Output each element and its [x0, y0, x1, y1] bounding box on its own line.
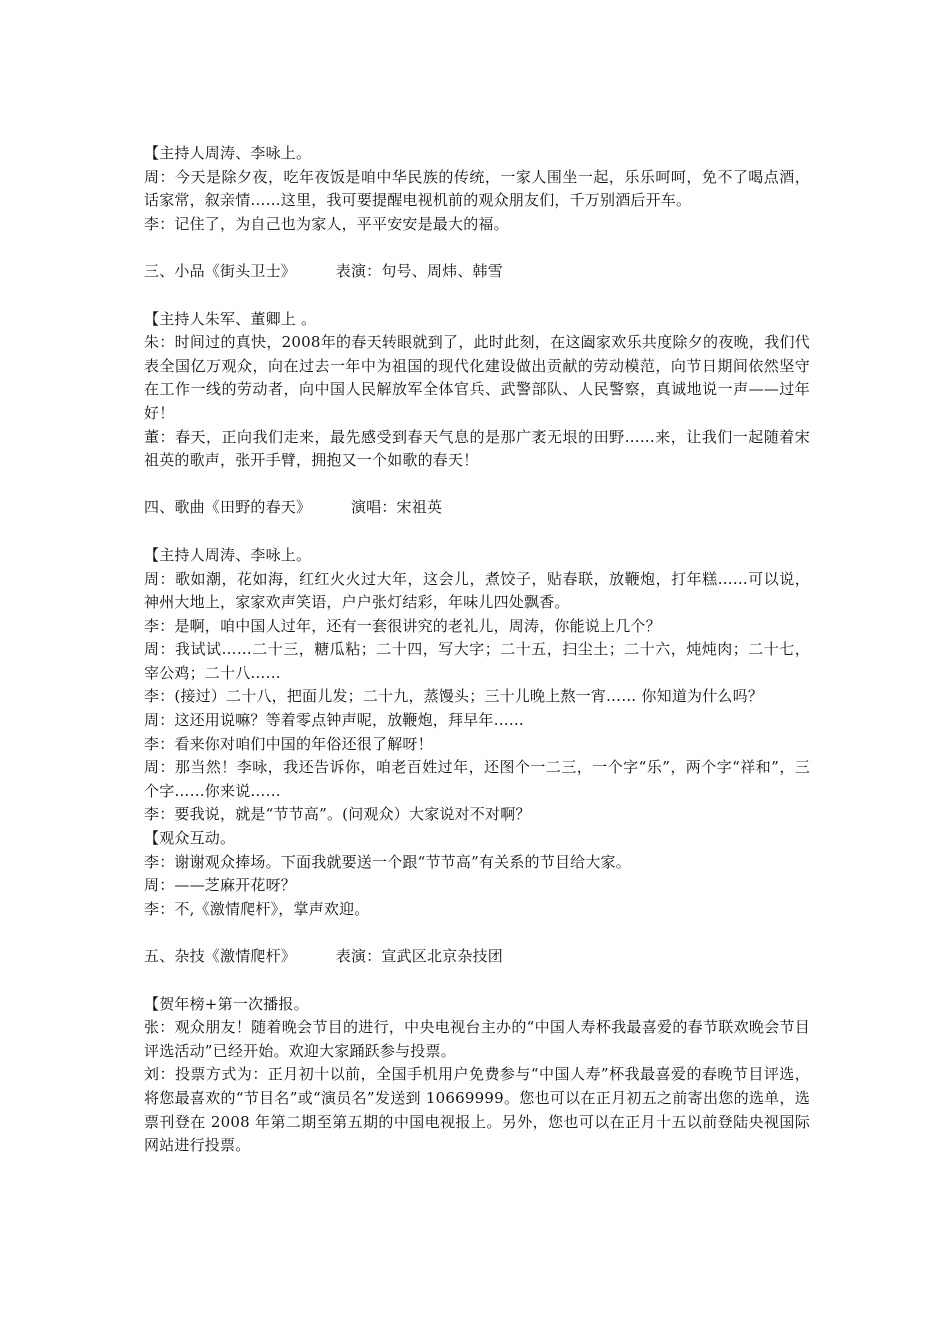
dialogue-line: 李：看来你对咱们中国的年俗还很了解呀！ [144, 734, 433, 753]
dialogue-line: 【主持人周涛、李咏上。 [144, 545, 312, 564]
dialogue-line: 周：——芝麻开花呀？ [144, 876, 297, 895]
program-title: 五、杂技《激情爬杆》 表演：宣武区北京杂技团 [144, 947, 503, 965]
dialogue-line: 【主持人朱军、董卿上 。 [144, 309, 317, 328]
program-title: 三、小品《街头卫士》 表演：句号、周炜、韩雪 [144, 261, 503, 280]
dialogue-line: 周：这还用说嘛？等着零点钟声呢，放鞭炮，拜早年…… [144, 711, 525, 730]
script-text-body [144, 142, 810, 1158]
dialogue-line: 李：是啊，咱中国人过年，还有一套很讲究的老礼儿，周涛，你能说上几个？ [144, 616, 661, 635]
dialogue-line: 【主持人周涛、李咏上。 [144, 144, 312, 162]
dialogue-line: 周：我试试……二十三，糖瓜粘；二十四，写大字；二十五，扫尘土；二十六，炖炖肉；二十七，宰公鸡；二十八…… [144, 640, 810, 682]
dialogue-line: 周：今天是除夕夜，吃年夜饭是咱中华民族的传统，一家人围坐一起，乐乐呵呵，免不了喝点酒，话家常，叙亲情……这里，我可要提醒电视机前的观众朋友们，千万别酒后开车。 [144, 167, 810, 210]
paragraph-spacer [144, 236, 810, 260]
dialogue-line: 董：春天，正向我们走来，最先感受到春天气息的是那广袤无垠的田野……来，让我们一起随着宋祖英的歌声，张开手臂，拥抱又一个如歌的春天！ [144, 427, 810, 470]
program-title: 四、歌曲《田野的春天》 演唱：宋祖英 [144, 498, 443, 517]
dialogue-line: 张：观众朋友！随着晚会节目的进行，中央电视台主办的“中国人寿杯我最喜爱的春节联欢晚会节目评选活动”已经开始。欢迎大家踊跃参与投票。 [144, 1018, 810, 1060]
dialogue-line: 李：(接过）二十八，把面儿发；二十九，蒸馒头；三十儿晚上熬一宵…… 你知道为什么吗？ [144, 687, 764, 706]
dialogue-line: 周：那当然！李咏，我还告诉你，咱老百姓过年，还图个一二三，一个字“乐”，两个字“祥和”，三个字……你来说…… [144, 758, 810, 800]
dialogue-line: 李：不,《激情爬杆》，掌声欢迎。 [144, 899, 370, 918]
paragraph-spacer [144, 520, 810, 544]
dialogue-line: 李：要我说，就是“节节高”。(问观众）大家说对不对啊？ [144, 805, 531, 824]
paragraph-spacer [144, 473, 810, 497]
dialogue-line: 李：记住了，为自己也为家人，平平安安是最大的福。 [144, 214, 509, 233]
dialogue-line: 朱：时间过的真快，2008年的春天转眼就到了，此时此刻，在这阖家欢乐共度除夕的夜晚，我们代表全国亿万观众，向在过去一年中为祖国的现代化建设做出贡献的劳动模范，向节日期间依然坚守在工作一线的劳动者，向中国人民解放军全体官兵、武警部队、人民警察，真诚地说一声——过年好！ [144, 333, 810, 422]
dialogue-line: 【观众互动。 [144, 829, 236, 848]
paragraph-spacer [144, 921, 810, 945]
dialogue-line: 【贺年榜+第一次播报。 [144, 994, 309, 1013]
dialogue-line: 李：谢谢观众捧场。下面我就要送一个跟“节节高”有关系的节目给大家。 [144, 852, 631, 871]
dialogue-line: 刘：投票方式为：正月初十以前，全国手机用户免费参与“中国人寿”杯我最喜爱的春晚节目评选，将您最喜欢的“节目名”或“演员名”发送到 10669999。您也可以在正月初五之前寄出您的选单，选票刊登在 2008 年第二期至第五期的中国电视报上。另外，您也可以在正月十五以前登陆央视国际网站进行投票。 [144, 1065, 810, 1155]
paragraph-spacer [144, 284, 810, 308]
dialogue-line: 周：歌如潮，花如海，红红火火过大年，这会儿，煮饺子，贴春联，放鞭炮，打年糕……可以说，神州大地上，家家欢声笑语，户户张灯结彩，年味儿四处飘香。 [144, 569, 810, 612]
paragraph-spacer [144, 969, 810, 993]
